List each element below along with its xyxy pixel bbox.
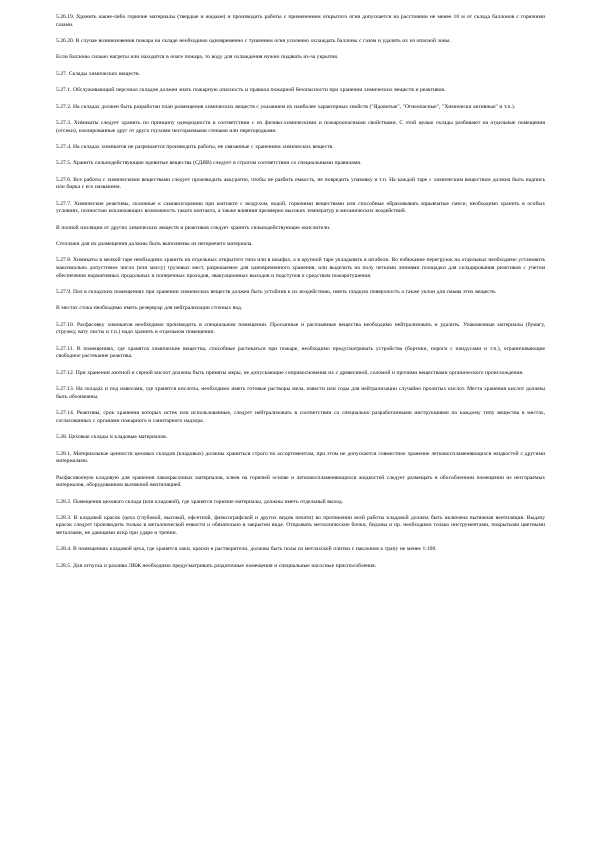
- paragraph-5-27-6: 5.27.6. Все работы с химическими веществами следует производить аккуратно, чтобы не разбить емкость, не повредить упаковку и т.п. На каждой таре с химическим веществом должна быть надпись или бирка с его названием.: [56, 176, 545, 191]
- paragraph-5-27-13: 5.27.13. На складах и под навесами, где хранятся кислоты, необходимо иметь готовые растворы мела, извести или соды для нейтрализации случайно пролитых кислот. Места хранения кислот должны быть обозначены.: [56, 386, 545, 400]
- paragraph-5-28-5: 5.28.5. Для отпуска и разлива ЛВЖ необходимо предусматривать раздаточные помещения и специальные насосные приспособления.: [56, 562, 377, 569]
- paragraph-5-27-5: 5.27.5. Хранить сильнодействующие ядовитые вещества (СДЯВ) следует в строгом соответствии со специальными правилами.: [56, 160, 362, 167]
- paragraph-5-27-10: 5.27.10. Расфасовку химикатов необходимо производить в специальном помещении. Просыпные и расплывные вещества необходимо нейтрализовать и удалить. Упаковочные материалы (бумагу, стружку, вату листы и т.п.) надо хранить в отдельном помещении.: [56, 321, 545, 336]
- paragraph-lvzh: Расфасовочную кладовую для хранения лакокрасочных материалов, клеев на горючей основе и легковоспламеняющихся жидкостей следует размещать в обособленном помещении из несгораемых материалов, оборудованном вытяжной вентиляцией.: [56, 474, 545, 489]
- paragraph-5-28-1: 5.28.1. Материальные ценности цеховых складов (кладовых) должны храниться строго по ассортиментам, при этом не допускается совместное хранение легковоспламеняющихся жидкостей с другими материалами.: [56, 450, 545, 465]
- paragraph-5-27-9: 5.27.9. Пол в складских помещениях при хранении химических веществ должен быть устойчив к их воздействию, иметь гладкую поверхность а также уклон для смыва этих веществ.: [56, 289, 497, 296]
- paragraph-5-27-2: 5.27.2. На складах должен быть разработан план размещения химических веществ с указанием их наиболее характерных свойств ("Ядовитые", "Огнеопасные", "Химически активные" и т.п.).: [56, 103, 516, 110]
- paragraph-5-27-11: 5.27.11. В помещениях, где хранятся химические вещества, способные растекаться при пожаре, необходимо предусматривать устройства (бортики, пороги с пандусами и т.п.), ограничивающие свободное растекание реактива.: [56, 345, 545, 360]
- paragraph-racks: Стеллажи для их размещения должны быть выполнены из негорючего материала.: [56, 241, 253, 248]
- paragraph-5-27-7: 5.27.7. Химические реактивы, склонные к самовозгоранию при контакте с воздухом, водой, горючими веществами или способные образовывать взрывчатые смеси, необходимо хранить в особых условиях, полностью исключающих возможность такого контакта, а также влияния чрезмерно высоких температур и механических воздействий.: [56, 200, 545, 215]
- paragraph-balloons-water: Если баллоны сильно нагреты или находятся в очаге пожара, то воду для охлаждения нужно подавать из-за укрытия.: [56, 54, 339, 61]
- paragraph-5-27: 5.27. Склады химических веществ.: [56, 70, 141, 77]
- paragraph-5-27-14: 5.27.14. Реактивы, срок хранения которых истек или использованные, следует нейтрализовать в соответствии со специально разработанными инструкциями по каждому типу вещества в местах, согласованных с органами пожарного и санитарного надзора.: [56, 410, 545, 424]
- paragraph-isolation: В полной изоляции от других химических веществ и реактивов следует хранить сильнодействующие окислители.: [56, 224, 331, 231]
- paragraph-5-28: 5.28. Цеховые склады и кладовые материалов.: [56, 434, 168, 441]
- paragraph-5-27-4: 5.27.4. На складах химикатов не разрешается производить работы, не связанные с хранением химических веществ.: [56, 143, 334, 150]
- paragraph-5-26-20: 5.26.20. В случае возникновения пожара на складе необходимо одновременно с тушением огня усиленно охлаждать баллоны с газом и удалять их из опасной зоны.: [56, 37, 451, 44]
- paragraph-5-26-19: 5.26.19. Хранить какие-либо горючие материалы (твердые и жидкие) и производить работы с применением открытого огня допускается на расстоянии не менее 10 м от склада баллонов с горючими газами.: [56, 14, 545, 28]
- paragraph-5-27-12: 5.27.12. При хранении азотной и серной кислот должны быть приняты меры, не допускающие соприкосновения их с древесиной, соломой и прочими веществами органического происхождения.: [56, 369, 524, 376]
- paragraph-5-27-1: 5.27.1. Обслуживающий персонал складов должен знать пожарную опасность и правила пожарной безопасности при хранении химических веществ и реактивов.: [56, 87, 446, 94]
- paragraph-5-28-2: 5.28.2. Помещения цехового склада (или кладовой), где хранятся горючие материалы, должны иметь отдельный выход.: [56, 498, 344, 505]
- paragraph-5-28-3: 5.28.3. В кладовой красок (цеха (глубокой, высокой, офсетной, флексографской и других видов печати) во протяжении всей работы кладовой должна быть включена вытяжная вентиляция. Выдачу красок следует производить только в металлической емкости и обязательно в закрытом виде. Открывать металлические бочки, бидоны и пр. необходимо только инструментами, покрытыми цветными металлами, не дающими искр при ударе и трении.: [56, 514, 545, 537]
- paragraph-5-27-8: 5.27.8. Химикаты в мелкой таре необходимо хранить на отдельных открытого типа или в шкафах, а в крупной таре укладывать в штабели. Во избежание перегрузок на отдельных необходимо установить максимально допустимое число (или массу) грузовых мест, разрешаемое для одновременного хранения, или выделить на полу четкими линиями площадки для складирования реактивов с учетом обеспечения нормативных продольных и поперечных проходов, эвакуационных выходов и подступов к средствам пожаротушения.: [56, 257, 545, 279]
- document-body: [56, 14, 545, 570]
- paragraph-5-28-4: 5.28.4. В помещениях кладовой цеха, где хранятся лаки, краски и растворители, должны быть полы из метлахской плитки с наклоном к трапу не менее 1:100.: [56, 546, 437, 553]
- paragraph-5-27-3: 5.27.3. Химикаты следует хранить по принципу однородности в соответствии с их физико-химическими и пожароопасными свойствами. С этой целью склады разбивают на отдельные помещения (отсеки), изолированные друг от друга глухими несгораемыми стенами или перегородками.: [56, 119, 545, 134]
- paragraph-reservoir: В местах стока необходимо иметь резервуар для нейтрализации сточных вод.: [56, 305, 243, 312]
